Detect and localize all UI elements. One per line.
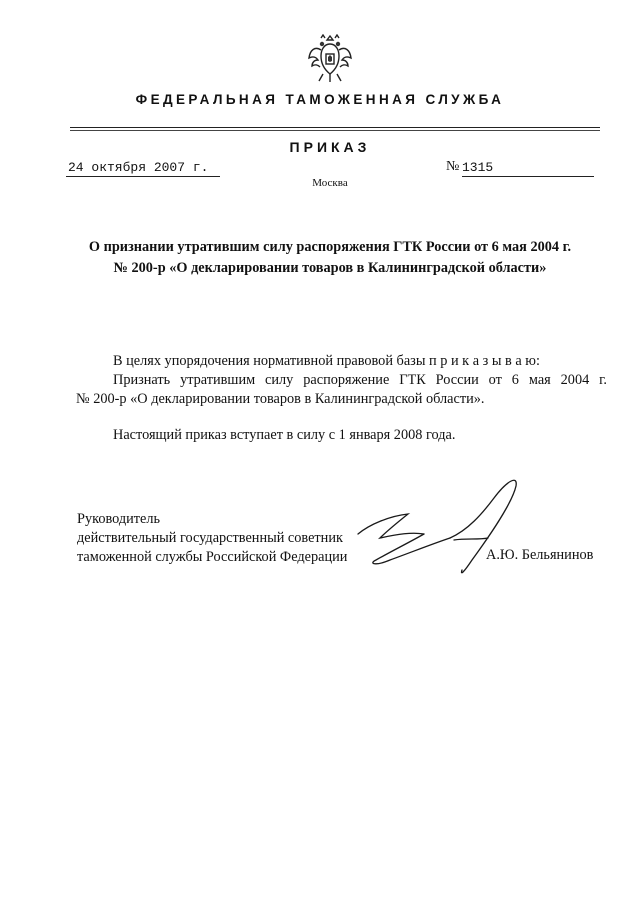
handwritten-signature-icon — [350, 468, 530, 578]
title-line-2: № 200-р «О декларировании товаров в Калининградской области» — [113, 260, 547, 276]
header-rule — [70, 127, 600, 128]
document-title — [60, 237, 600, 279]
number-sign: № — [446, 159, 460, 174]
order-number: 1315 — [462, 160, 594, 177]
body-paragraph-3: Настоящий приказ вступает в силу с 1 января 2008 года. — [113, 427, 456, 443]
agency-name: ФЕДЕРАЛЬНАЯ ТАМОЖЕННАЯ СЛУЖБА — [135, 92, 505, 107]
state-emblem-icon — [307, 34, 353, 84]
body-paragraph-2-cont: № 200-р «О декларировании товаров в Калининградской области». — [76, 391, 485, 407]
title-line-1: О признании утратившим силу распоряжения ГТК России от 6 мая 2004 г. — [88, 239, 572, 255]
signer-position-line-1: Руководитель — [77, 511, 161, 527]
order-date: 24 октября 2007 г. — [66, 160, 220, 177]
document-type: ПРИКАЗ — [289, 139, 371, 155]
signer-name: А.Ю. Бельянинов — [486, 547, 594, 563]
header-rule-thin — [70, 130, 600, 131]
body-paragraph-1: В целях упорядочения нормативной правовой базы п р и к а з ы в а ю: — [113, 353, 540, 369]
signer-position-line-2: действительный государственный советник — [77, 530, 343, 546]
city: Москва — [312, 177, 348, 189]
body-paragraph-2: Признать утратившим силу распоряжение ГТК России от 6 мая 2004 г. — [113, 372, 607, 388]
signer-position-line-3: таможенной службы Российской Федерации — [77, 549, 348, 565]
